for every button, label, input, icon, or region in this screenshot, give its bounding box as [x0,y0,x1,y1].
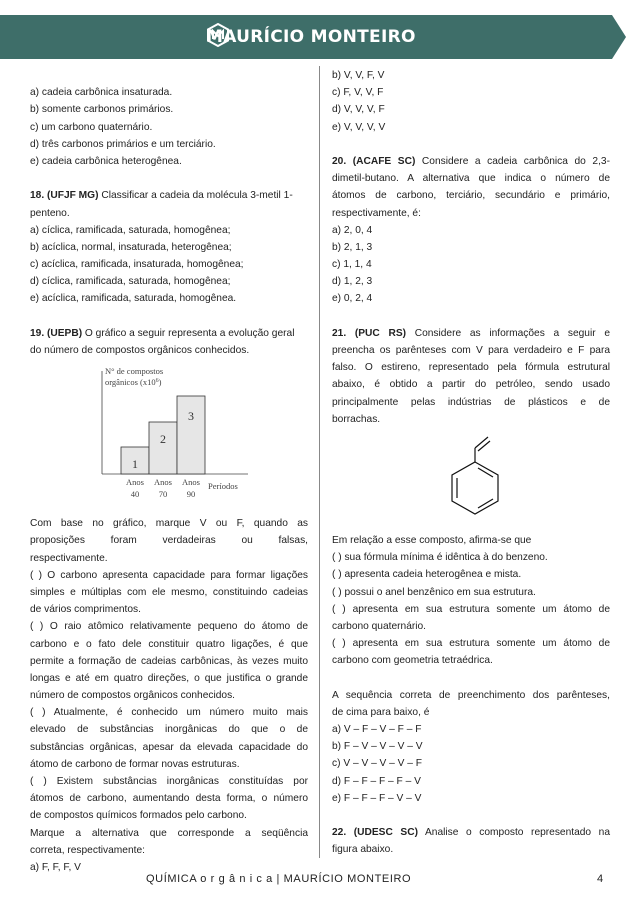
paragraph-line: substâncias orgânicas, apesar da elevada capacidade do [30,741,308,753]
paragraph-line: permite a formação de cadeias carbônicas, às vezes muito [30,655,308,667]
question-text: principalmente pelas indústrias de plásticos e de [332,396,610,408]
paragraph-line: Marque a alternativa que corresponde a seqüência [30,827,308,839]
option: e) cadeia carbônica heterogênea. [30,155,182,167]
vinyl-double-bond [475,437,488,448]
question-text: Considere as informações a seguir e [406,327,610,339]
question-text: penteno. [30,207,70,219]
paragraph-line: proposições foram verdadeiras ou falsas, [30,535,308,547]
question-21 [332,325,610,807]
option: d) 1, 2, 3 [332,276,373,288]
question-text: Analise o composto representado na [417,827,611,839]
option: e) F – F – F – V – V [332,792,422,804]
footer-title: QUÍMICA o r g â n i c a | MAURÍCIO MONTEIRO [146,873,412,885]
paragraph-line: átomos de carbono, aumentando desta forma, o número [30,793,308,805]
graph-category: 90 [186,489,196,500]
styrene-figure [332,434,610,526]
paragraph-line: de vários comprimentos. [30,604,141,616]
question-text: abaixo, é obtido a partir do petróleo, sendo usado [332,379,610,391]
option: c) V – V – V – V – F [332,758,423,770]
question-number: 22. (UDESC SC) [332,827,418,839]
paragraph-line: longas e até em quatro direções, o que justifica o grande [30,672,308,684]
graph-category: Anos [182,477,200,488]
page-footer [0,873,638,889]
ring-double-bond [478,468,493,477]
statement: ( ) apresenta cadeia heterogênea e mista. [332,569,522,581]
option: b) 2, 1, 3 [332,241,373,253]
option: a) F, F, F, V [30,861,81,873]
option: a) V – F – V – F – F [332,724,422,735]
paragraph-line: simples e múltiplas com ele mesmo, constituindo cadeias [30,586,308,598]
question-20 [332,153,610,308]
ring-double-bond [478,499,493,508]
graph-xlabel: Períodos [208,481,238,492]
graph-bar-3 [177,396,205,474]
question-text: falso. O estireno, representado pela fórmula estrutural [332,362,610,374]
option: b) acíclica, normal, insaturada, heterogênea; [30,241,232,253]
question-number: 18. (UFJF MG) [30,190,99,202]
question-text: respectivamente, é: [332,207,421,219]
paragraph-line: átomo de carbono de formar novas estruturas. [30,758,240,770]
question-text: O gráfico a seguir representa a evolução geral [82,327,295,339]
option: b) somente carbonos primários. [30,104,174,116]
option: e) V, V, V, V [332,121,386,133]
header-banner [0,15,638,59]
option: c) F, V, V, F [332,87,384,99]
option: b) V, V, F, V [332,70,385,81]
paragraph-line: ( ) Existem substâncias inorgânicas constituídas por [30,776,308,787]
graph-category: 40 [130,489,140,500]
question-number: 21. (PUC RS) [332,327,407,339]
q17-options [30,84,308,170]
paragraph-line: número de compostos orgânicos conhecidos. [30,690,235,702]
option: c) um carbono quaternário. [30,121,153,133]
option: a) cadeia carbônica insaturada. [30,87,173,99]
question-text: do número de compostos orgânicos conhecidos. [30,345,250,356]
option: a) 2, 0, 4 [332,224,373,236]
option: d) três carbonos primários e um terciário. [30,138,216,150]
question-text: Classificar a cadeia da molécula 3-metil 1- [98,190,293,202]
graph-bar-label-1: 1 [132,457,138,472]
benzene-ring [452,462,498,514]
option: d) F – F – F – F – V [332,775,421,787]
paragraph-line: Com base no gráfico, marque V ou F, quando as [30,518,308,530]
question-18 [30,187,308,307]
q19-options [332,67,610,136]
option: e) 0, 2, 4 [332,293,373,305]
option: c) 1, 1, 4 [332,259,372,271]
paragraph-line: elevado de substâncias inorgânicas do que o de [30,724,308,736]
styrene-structure [332,434,610,526]
graph-bar-label-3: 3 [188,409,194,424]
brand-name: MAURÍCIO MONTEIRO [206,27,416,47]
paragraph-line: de compostos químicos formados pelo carbono. [30,810,247,822]
graph-ylabel-2: orgânicos $(x10^6)$ [105,377,162,388]
question-number: 20. (ACAFE SC) [332,155,416,167]
statement: ( ) apresenta em sua estrutura somente um átomo de [332,638,610,650]
question-text: borrachas. [332,413,381,425]
option: b) F – V – V – V – V [332,741,423,753]
question-text: dimetil-butano. A alternativa que indica o número de [332,173,610,185]
paragraph-line: ( ) O carbono apresenta capacidade para formar ligações [30,569,308,581]
question-text: figura abaixo. [332,844,394,856]
paragraph-line: de cima para baixo, é [332,706,430,718]
paragraph-line: carbono e o fato dele constituir quatro ligações, é que [30,638,308,650]
question-text: átomos de carbono, terciário, secundário e primário, [332,190,610,202]
paragraph-line: Em relação a esse composto, afirma-se que [332,534,532,546]
option: a) cíclica, ramificada, saturada, homogênea; [30,224,231,236]
question-22 [332,824,610,858]
question-19 [30,325,308,876]
right-column [332,67,610,859]
brand-logo-icon [206,23,230,47]
question-text: preencha os parênteses com V para verdadeiro e F para [332,345,610,356]
paragraph-line: ( ) O raio atômico relativamente pequeno do átomo de [30,621,308,633]
graph-category: Anos [154,477,172,488]
graph-figure [30,363,308,511]
statement: ( ) sua fórmula mínima é idêntica à do benzeno. [332,552,548,564]
compounds-graph [30,363,308,511]
statement: carbono com geometria tetraédrica. [332,655,493,667]
question-text: Considere a cadeia carbônica do 2,3- [415,155,610,167]
paragraph-line: ( ) Atualmente, é conhecido um número muito mais [30,707,308,719]
vinyl-double-bond [478,441,490,451]
graph-bar-label-2: 2 [160,432,166,447]
graph-category: 70 [158,489,168,500]
page-number: 4 [597,873,604,885]
statement: ( ) apresenta em sua estrutura somente um átomo de [332,603,610,615]
option: d) cíclica, ramificada, saturada, homogênea; [30,276,231,288]
graph-category: Anos [126,477,144,488]
option: e) acíclica, ramificada, saturada, homogênea. [30,293,237,305]
left-column [30,67,308,876]
option: c) acíclica, ramificada, insaturada, homogênea; [30,259,244,271]
option: d) V, V, V, F [332,104,385,116]
statement: ( ) possui o anel benzênico em sua estrutura. [332,586,536,598]
graph-bar-2 [149,422,177,474]
column-divider [319,66,320,858]
graph-ylabel: N° de compostos [105,366,164,377]
brand [206,23,416,51]
paragraph-line: respectivamente. [30,552,108,564]
question-number: 19. (UEPB) [30,327,83,339]
paragraph-line: A sequência correta de preenchimento dos parênteses, [332,689,610,701]
statement: carbono quaternário. [332,620,427,632]
paragraph-line: correta, respectivamente: [30,844,145,856]
